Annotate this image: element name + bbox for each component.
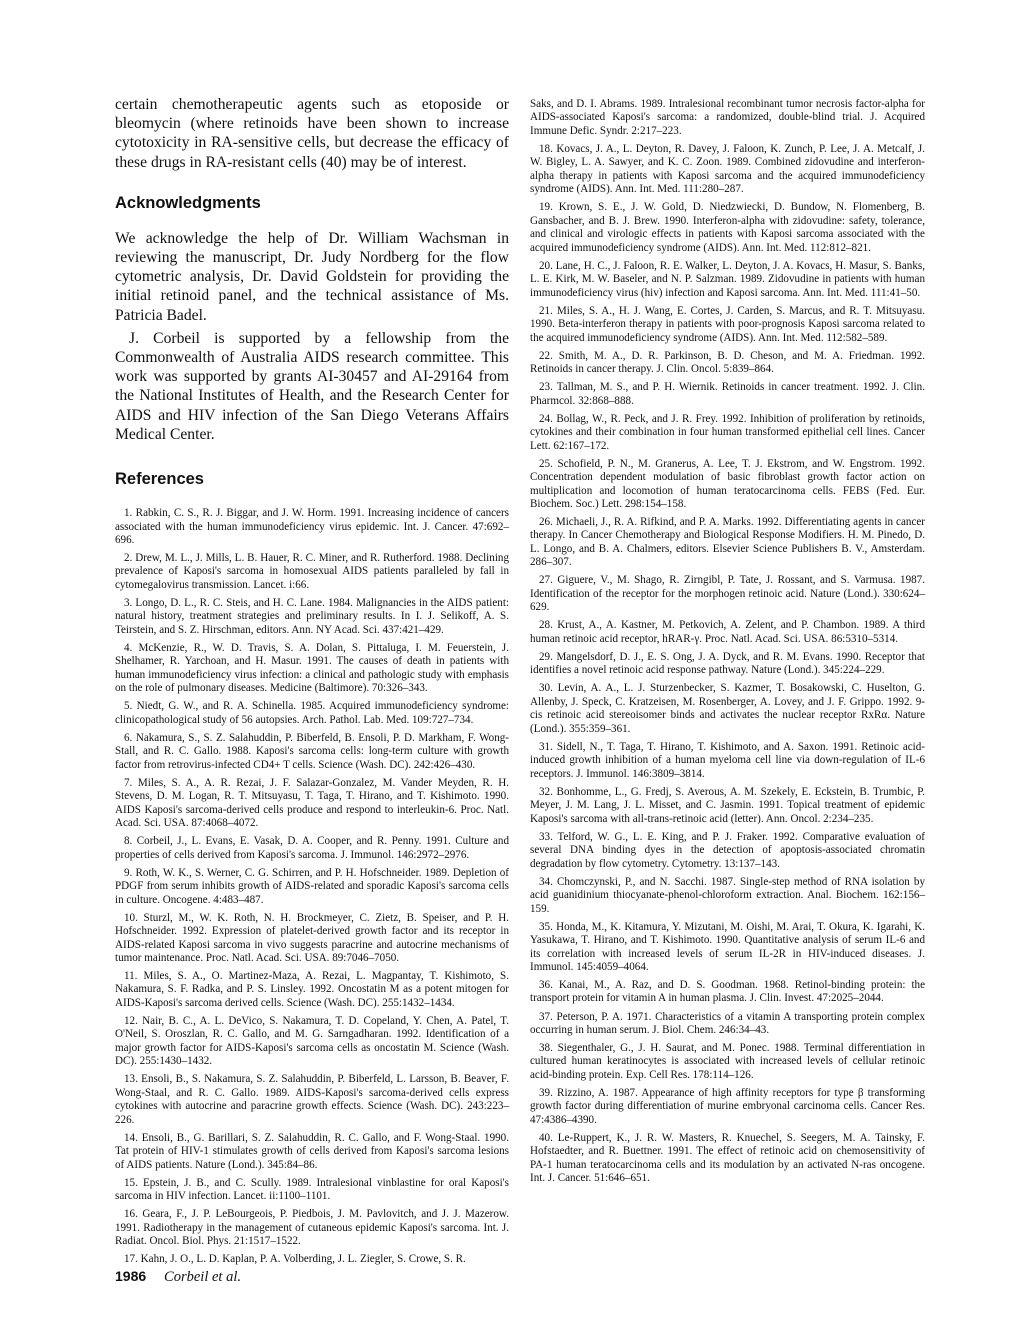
acknowledgments-heading: Acknowledgments [115,193,261,212]
reference-item: 26. Michaeli, J., R. A. Rifkind, and P. A. Marks. 1992. Differentiating agents in cancer therapy. In Cancer Chemotherapy and Biological Response Modifiers. H. M. Pinedo, D. L. Longo, and B. A. Chalmers, editors. Elsevier Science Publishers B. V., Amsterdam. 286–307. [530,516,925,569]
reference-item: 1. Rabkin, C. S., R. J. Biggar, and J. W. Horm. 1991. Increasing incidence of cancers associated with the human immunodeficiency virus epidemic. Int. J. Cancer. 47:692–696. [115,507,509,546]
reference-item: 15. Epstein, J. B., and C. Scully. 1989. Intralesional vinblastine for oral Kaposi's sarcoma in HIV infection. Lancet. ii:1100–1101. [115,1176,509,1203]
reference-item: 38. Siegenthaler, G., J. H. Saurat, and M. Ponec. 1988. Terminal differentiation in cultured human keratinocytes is associated with increased levels of cellular retinoic acid-binding protein. Exp. Cell Res. 178:114–126. [530,1042,925,1081]
page-footer [115,1268,241,1286]
funding-paragraph: J. Corbeil is supported by a fellowship from the Commonwealth of Australia AIDS research committee. This work was supported by grants AI-30457 and AI-29164 from the National Institutes of Health, and the Research Center for AIDS and HIV infection of the San Diego Veterans Affairs Medical Center. [115,329,509,443]
reference-item: 12. Nair, B. C., A. L. DeVico, S. Nakamura, T. D. Copeland, Y. Chen, A. Patel, T. O'Neil, S. Oroszlan, R. C. Gallo, and M. G. Sarngadharan. 1992. Identification of a major growth factor for AIDS-Kaposi's sarcoma cells as oncostatin M. Science (Wash. DC). 255:1430–1432. [115,1014,509,1068]
reference-item: 40. Le-Ruppert, K., J. R. W. Masters, R. Knuechel, S. Seegers, M. A. Tainsky, F. Hofstaedter, and R. Buettner. 1991. The effect of retinoic acid on chemosensitivity of PA-1 human teratocarcinoma cells and its modulation by an activated N-ras oncogene. Int. J. Cancer. 51:646–651. [530,1131,925,1185]
page-number: 1986 [115,1268,147,1284]
reference-item: 16. Geara, F., J. P. LeBourgeois, P. Piedbois, J. M. Pavlovitch, and J. J. Mazerow. 1991. Radiotherapy in the management of cutaneous epidemic Kaposi's sarcoma. Int. J. Radiat. Oncol. Biol. Phys. 21:1517–1522. [115,1208,509,1248]
intro-paragraph: certain chemotherapeutic agents such as etoposide or bleomycin (where retinoids have been shown to increase cytotoxicity in RA-sensitive cells, but decrease the efficacy of these drugs in RA-resistant cells (40) may be of interest. [115,96,509,171]
acknowledgments-body [115,229,509,444]
reference-item: 8. Corbeil, J., L. Evans, E. Vasak, D. A. Cooper, and R. Penny. 1991. Culture and properties of cells derived from Kaposi's sarcoma. J. Immunol. 146:2972–2976. [115,835,509,861]
left-column [115,95,509,1271]
reference-item: 14. Ensoli, B., G. Barillari, S. Z. Salahuddin, R. C. Gallo, and F. Wong-Staal. 1990. Tat protein of HIV-1 stimulates growth of cells derived from Kaposi's sarcoma lesions of AIDS patients. Nature (Lond.). 345:84–86. [115,1131,509,1171]
reference-item: 20. Lane, H. C., J. Faloon, R. E. Walker, L. Deyton, J. A. Kovacs, H. Masur, S. Banks, L. E. Kirk, M. W. Baseler, and N. P. Salzman. 1989. Zidovudine in patients with human immunodeficiency virus (hiv) infection and Kaposi sarcoma. Ann. Int. Med. 111:41–50. [530,259,925,299]
reference-item: 23. Tallman, M. S., and P. H. Wiernik. Retinoids in cancer treatment. 1992. J. Clin. Pharmcol. 32:868–888. [530,381,925,407]
reference-item: 37. Peterson, P. A. 1971. Characteristics of a vitamin A transporting protein complex occurring in human serum. J. Biol. Chem. 246:34–43. [530,1010,925,1036]
reference-item: 28. Krust, A., A. Kastner, M. Petkovich, A. Zelent, and P. Chambon. 1989. A third human retinoic acid receptor, hRAR-γ. Proc. Natl. Acad. Sci. USA. 86:5310–5314. [530,619,925,645]
reference-item: 3. Longo, D. L., R. C. Steis, and H. C. Lane. 1984. Malignancies in the AIDS patient: natural history, treatment strategies and preliminary results. In I. J. Selikoff, A. S. Teirstein, and S. Z. Hirschman, editors. Ann. NY Acad. Sci. 437:421–429. [115,596,509,636]
reference-item: 24. Bollag, W., R. Peck, and J. R. Frey. 1992. Inhibition of proliferation by retinoids, cytokines and their combination in four human transformed epithelial cell lines. Cancer Lett. 62:167–172. [530,412,925,452]
reference-item: 9. Roth, W. K., S. Werner, C. G. Schirren, and P. H. Hofschneider. 1989. Depletion of PDGF from serum inhibits growth of AIDS-related and sporadic Kaposi's sarcoma cells in culture. Oncogene. 4:483–487. [115,866,509,906]
references-list-right-items [530,143,925,1186]
reference-item: 19. Krown, S. E., J. W. Gold, D. Niedzwiecki, D. Bundow, N. Flomenberg, B. Gansbacher, and B. J. Brew. 1990. Interferon-alpha with zidovudine: safety, tolerance, and clinical and virologic effects in patients with Kaposi sarcoma associated with the acquired immunodeficiency syndrome (AIDS). Ann. Int. Med. 112:812–821. [530,201,925,254]
reference-17-continuation: Saks, and D. I. Abrams. 1989. Intralesional recombinant tumor necrosis factor-alpha for AIDS-associated Kaposi's sarcoma: a randomized, double-blind trial. J. Acquired Immune Defic. Syndr. 2:217–223. [530,98,925,137]
reference-item: 6. Nakamura, S., S. Z. Salahuddin, P. Biberfeld, B. Ensoli, P. D. Markham, F. Wong-Stall, and R. C. Gallo. 1988. Kaposi's sarcoma cells: long-term culture with growth factor from retrovirus-infected CD4+ T cells. Science (Wash. DC). 242:426–430. [115,731,509,771]
reference-item: 22. Smith, M. A., D. R. Parkinson, B. D. Cheson, and M. A. Friedman. 1992. Retinoids in cancer therapy. J. Clin. Oncol. 5:839–864. [530,349,925,376]
reference-item: 2. Drew, M. L., J. Mills, L. B. Hauer, R. C. Miner, and R. Rutherford. 1988. Declining prevalence of Kaposi's sarcoma in homosexual AIDS patients paralleled by fall in cytomegalovirus transmission. Lancet. i:66. [115,552,509,591]
reference-item: 7. Miles, S. A., A. R. Rezai, J. F. Salazar-Gonzalez, M. Vander Meyden, R. H. Stevens, D. M. Logan, R. T. Mitsuyasu, T. Taga, T. Hirano, and T. Kishimoto. 1990. AIDS Kaposi's sarcoma-derived cells produce and respond to interleukin-6. Proc. Natl. Acad. Sci. USA. 87:4068–4072. [115,776,509,830]
reference-item: 30. Levin, A. A., L. J. Sturzenbecker, S. Kazmer, T. Bosakowski, C. Huselton, G. Allenby, J. Speck, C. Kratzeisen, M. Rosenberger, A. Lovey, and J. F. Grippo. 1992. 9-cis retinoic acid stereoisomer binds and activates the nuclear receptor RxRα. Nature (Lond.). 355:359–361. [530,682,925,735]
reference-item: 4. McKenzie, R., W. D. Travis, S. A. Dolan, S. Pittaluga, I. M. Feuerstein, J. Shelhamer, R. Yarchoan, and H. Masur. 1991. The causes of death in patients with human immunodeficiency virus infection: a clinical and pathologic study with emphasis on the role of pulmonary diseases. Medicine (Baltimore). 70:326–343. [115,641,509,695]
references-heading: References [115,470,204,489]
reference-item: 5. Niedt, G. W., and R. A. Schinella. 1985. Acquired immunodeficiency syndrome: clinicopathological study of 56 autopsies. Arch. Pathol. Lab. Med. 109:727–734. [115,700,509,726]
reference-item: 31. Sidell, N., T. Taga, T. Hirano, T. Kishimoto, and A. Saxon. 1991. Retinoic acid-induced growth inhibition of a human myeloma cell line via down-regulation of IL-6 receptors. J. Immunol. 146:3809–3814. [530,740,925,780]
reference-item: 11. Miles, S. A., O. Martinez-Maza, A. Rezai, L. Magpantay, T. Kishimoto, S. Nakamura, S. F. Radka, and P. S. Linsley. 1992. Oncostatin M as a potent mitogen for AIDS-Kaposi's sarcoma derived cells. Science (Wash. DC). 255:1432–1434. [115,970,509,1009]
reference-item: 25. Schofield, P. N., M. Granerus, A. Lee, T. J. Ekstrom, and W. Engstrom. 1992. Concentration dependent modulation of basic fibroblast growth factor action on multiplication and locomotion of human teratocarcinoma cells. FEBS (Fed. Eur. Biochem. Soc.) Lett. 298:154–158. [530,457,925,510]
reference-item: 17. Kahn, J. O., L. D. Kaplan, P. A. Volberding, J. L. Ziegler, S. Crowe, S. R. [124,1253,466,1266]
right-column [530,98,925,1190]
running-author: Corbeil et al. [164,1269,241,1285]
reference-item: 13. Ensoli, B., S. Nakamura, S. Z. Salahuddin, P. Biberfeld, L. Larsson, B. Beaver, F. Wong-Staal, and R. C. Gallo. 1989. AIDS-Kaposi's sarcoma-derived cells express cytokines with autocrine and paracrine growth effects. Science (Wash. DC). 243:223–226. [115,1073,509,1126]
reference-item: 36. Kanai, M., A. Raz, and D. S. Goodman. 1968. Retinol-binding protein: the transport protein for vitamin A in human plasma. J. Clin. Invest. 47:2025–2044. [530,979,925,1005]
acknowledgments-paragraph: We acknowledge the help of Dr. William Wachsman in reviewing the manuscript, Dr. Judy Nordberg for the flow cytometric analysis, Dr. David Goldstein for providing the initial retinoid panel, and the technical assistance of Ms. Patricia Badel. [115,229,509,324]
reference-item: 27. Giguere, V., M. Shago, R. Zirngibl, P. Tate, J. Rossant, and S. Varmusa. 1987. Identification of the receptor for the morphogen retinoic acid. Nature (Lond.). 330:624–629. [530,574,925,614]
references-list-left [115,507,509,1267]
reference-item: 33. Telford, W. G., L. E. King, and P. J. Fraker. 1992. Comparative evaluation of several DNA binding dyes in the detection of apoptosis-associated chromatin degradation by flow cytometry. Cytometry. 13:137–143. [530,830,925,870]
reference-item: 34. Chomczynski, P., and N. Sacchi. 1987. Single-step method of RNA isolation by acid guanidinium thiocyanate-phenol-chloroform extraction. Anal. Biochem. 162:156–159. [530,875,925,915]
reference-item: 29. Mangelsdorf, D. J., E. S. Ong, J. A. Dyck, and R. M. Evans. 1990. Receptor that identifies a novel retinoic acid response pathway. Nature (Lond.). 345:224–229. [530,650,925,677]
reference-item: 35. Honda, M., K. Kitamura, Y. Mizutani, M. Oishi, M. Arai, T. Okura, K. Igarahi, K. Yasukawa, T. Hirano, and T. Kishimoto. 1990. Quantitative analysis of serum IL-6 and its correlation with increased levels of serum IL-2R in HIV-induced diseases. J. Immunol. 145:4059–4064. [530,920,925,973]
reference-item: 32. Bonhomme, L., G. Fredj, S. Averous, A. M. Szekely, E. Eckstein, B. Trumbic, P. Meyer, J. M. Lang, J. L. Misset, and C. Jasmin. 1991. Topical treatment of epidemic Kaposi's sarcoma with all-trans-retinoic acid (letter). Ann. Oncol. 2:234–235. [530,785,925,825]
reference-item: 21. Miles, S. A., H. J. Wang, E. Cortes, J. Carden, S. Marcus, and R. T. Mitsuyasu. 1990. Beta-interferon therapy in patients with poor-prognosis Kaposi sarcoma related to the acquired immunodeficiency syndrome (AIDS). Ann. Int. Med. 112:582–589. [530,304,925,344]
reference-item: 18. Kovacs, J. A., L. Deyton, R. Davey, J. Faloon, K. Zunch, P. Lee, J. A. Metcalf, J. W. Bigley, L. A. Sawyer, and K. C. Zoon. 1989. Combined zidovudine and interferon-alpha therapy in patients with Kaposi sarcoma and the acquired immunodeficiency syndrome (AIDS). Ann. Int. Med. 111:280–287. [530,142,925,196]
references-list-right [530,98,925,1186]
reference-item: 10. Sturzl, M., W. K. Roth, N. H. Brockmeyer, C. Zietz, B. Speiser, and P. H. Hofschneider. 1992. Expression of platelet-derived growth factor and its receptor in AIDS-related Kaposi sarcoma in vivo suggests paracrine and autocrine mechanisms of tumor maintenance. Proc. Natl. Acad. Sci. USA. 89:7046–7050. [115,911,509,964]
reference-item: 39. Rizzino, A. 1987. Appearance of high affinity receptors for type β transforming growth factor during differentiation of murine embryonal carcinoma cells. Cancer Res. 47:4386–4390. [530,1086,925,1126]
